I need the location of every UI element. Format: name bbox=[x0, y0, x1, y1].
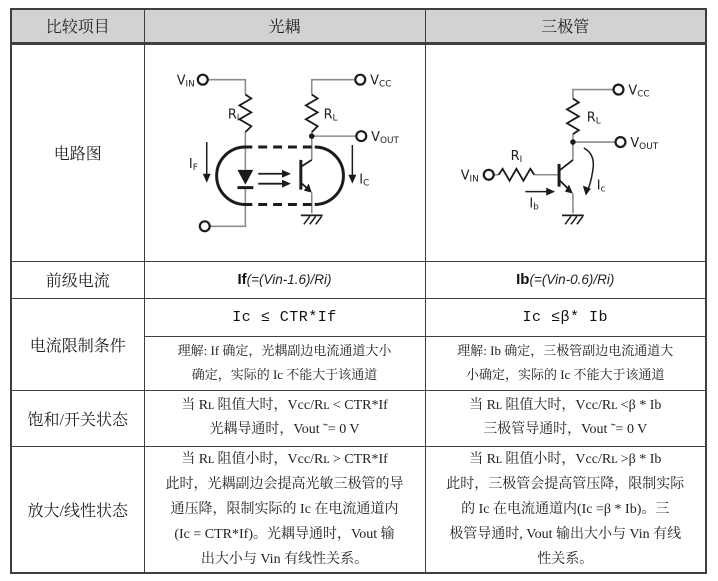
vcc-terminal-icon bbox=[613, 84, 623, 94]
led-icon bbox=[237, 169, 253, 187]
if-current-arrow-icon bbox=[203, 142, 211, 183]
vin-label: VIN bbox=[460, 168, 479, 185]
vcc-terminal-icon bbox=[355, 74, 365, 84]
junction-dot-icon bbox=[570, 139, 576, 145]
note-line: 理解: If 确定，光耦副边电流通道大小 bbox=[177, 343, 392, 358]
text-line: 当 Rʟ 阻值大时，Vcc/Rʟ <β * Ib bbox=[469, 397, 662, 413]
pre-current-opto-var: If bbox=[237, 270, 247, 288]
ic-current-arrow-icon bbox=[583, 148, 594, 196]
current-limit-eq-row bbox=[11, 298, 706, 336]
saturation-row bbox=[11, 390, 706, 446]
amplify-tr-cell bbox=[425, 446, 706, 573]
vout-terminal-icon bbox=[615, 137, 625, 147]
text-line: 出大小与 Vin 有线性关系。 bbox=[200, 551, 369, 567]
comparison-table bbox=[10, 8, 707, 574]
resistor-ri-icon bbox=[239, 94, 251, 132]
if-label: IF bbox=[188, 156, 198, 173]
ic-label: Ic bbox=[596, 178, 606, 195]
header-cell-compare-item: 比较项目 bbox=[11, 9, 144, 43]
vcc-label: VCC bbox=[628, 83, 650, 100]
resistor-ri-icon bbox=[498, 168, 534, 180]
amplify-row bbox=[11, 446, 706, 573]
pre-current-row bbox=[11, 261, 706, 298]
text-line: (Ic = CTR*If)。光耦导通时，Vout 输 bbox=[174, 526, 395, 542]
note-line: 理解: Ib 确定，三极管副边电流通道大 bbox=[457, 343, 674, 358]
text-line: 通压降，限制实际的 Ic 在电流通道内 bbox=[170, 501, 399, 517]
phototransistor-icon bbox=[301, 159, 312, 192]
text-line: 极管导通时, Vout 输出大小与 Vin 有线 bbox=[449, 526, 682, 542]
resistor-rl-icon bbox=[567, 98, 579, 134]
vout-label: VOUT bbox=[630, 135, 658, 152]
text-line: 当 Rʟ 阻值小时，Vcc/Rʟ >β * Ib bbox=[469, 451, 662, 467]
resistor-rl-icon bbox=[306, 94, 318, 132]
text-line: 此时，光耦副边会提高光敏三极管的导 bbox=[165, 476, 404, 492]
current-limit-opto-note bbox=[144, 336, 425, 390]
rl-label: RL bbox=[323, 106, 338, 123]
row-label-saturation: 饱和/开关状态 bbox=[11, 390, 144, 446]
ib-current-arrow-icon bbox=[525, 187, 555, 195]
vin-terminal-icon bbox=[198, 74, 208, 84]
current-limit-tr-eq: Ic ≤β* Ib bbox=[425, 298, 706, 336]
pre-current-opto-cell bbox=[144, 261, 425, 298]
ri-label: RI bbox=[510, 148, 523, 165]
pre-current-tr-cell bbox=[425, 261, 706, 298]
optocoupler-body-icon bbox=[217, 147, 344, 204]
pre-current-opto-formula: (=(Vin-1.6)/Ri) bbox=[246, 271, 332, 287]
text-line: 的 Ic 在电流通道内(Ic =β * Ib)。三 bbox=[461, 501, 670, 517]
current-limit-tr-note bbox=[425, 336, 706, 390]
ri-label: RI bbox=[227, 106, 240, 123]
header-cell-transistor: 三极管 bbox=[425, 9, 706, 43]
text-line: 光耦导通时，Vout ˜= 0 V bbox=[209, 422, 360, 437]
circuit-row bbox=[11, 43, 706, 261]
vout-label: VOUT bbox=[371, 129, 399, 146]
transistor-circuit-diagram bbox=[426, 45, 705, 256]
row-label-pre-current: 前级电流 bbox=[11, 261, 144, 298]
optocoupler-circuit-diagram bbox=[145, 45, 424, 256]
amplify-opto-cell bbox=[144, 446, 425, 573]
vout-terminal-icon bbox=[356, 131, 366, 141]
saturation-opto-cell bbox=[144, 390, 425, 446]
vcc-label: VCC bbox=[370, 73, 392, 90]
text-line: 性关系。 bbox=[537, 551, 594, 567]
vin-terminal-icon bbox=[484, 169, 494, 179]
circuit-cell-transistor bbox=[425, 43, 706, 261]
ic-current-arrow-icon bbox=[348, 145, 356, 184]
text-line: 三极管导通时，Vout ˜= 0 V bbox=[483, 422, 648, 437]
saturation-tr-cell bbox=[425, 390, 706, 446]
rl-label: RL bbox=[586, 109, 601, 126]
ic-label: IC bbox=[359, 172, 370, 189]
header-cell-optocoupler: 光耦 bbox=[144, 9, 425, 43]
row-label-amplify: 放大/线性状态 bbox=[11, 446, 144, 573]
text-line: 此时，三极管会提高管压降，限制实际 bbox=[446, 476, 685, 492]
text-line: 当 Rʟ 阻值小时，Vcc/Rʟ > CTR*If bbox=[181, 451, 388, 467]
ib-label: Ib bbox=[529, 195, 539, 212]
input-return-terminal-icon bbox=[200, 221, 210, 231]
note-line: 确定，实际的 Ic 不能大于该通道 bbox=[191, 367, 378, 382]
pre-current-tr-formula: (=(Vin-0.6)/Ri) bbox=[529, 271, 615, 287]
text-line: 当 Rʟ 阻值大时，Vcc/Rʟ < CTR*If bbox=[181, 397, 388, 413]
junction-dot-icon bbox=[309, 133, 315, 139]
note-line: 小确定，实际的 Ic 不能大于该通道 bbox=[465, 367, 665, 382]
current-limit-opto-eq: Ic ≤ CTR*If bbox=[144, 298, 425, 336]
light-arrows-icon bbox=[258, 169, 291, 187]
ground-icon bbox=[301, 215, 323, 224]
row-label-circuit: 电路图 bbox=[11, 43, 144, 261]
pre-current-tr-var: Ib bbox=[516, 270, 530, 288]
vin-label: VIN bbox=[176, 73, 195, 90]
npn-transistor-icon bbox=[559, 159, 573, 193]
circuit-cell-optocoupler bbox=[144, 43, 425, 261]
row-label-current-limit: 电流限制条件 bbox=[11, 298, 144, 390]
table-header-row bbox=[11, 9, 706, 43]
ground-icon bbox=[562, 215, 584, 224]
